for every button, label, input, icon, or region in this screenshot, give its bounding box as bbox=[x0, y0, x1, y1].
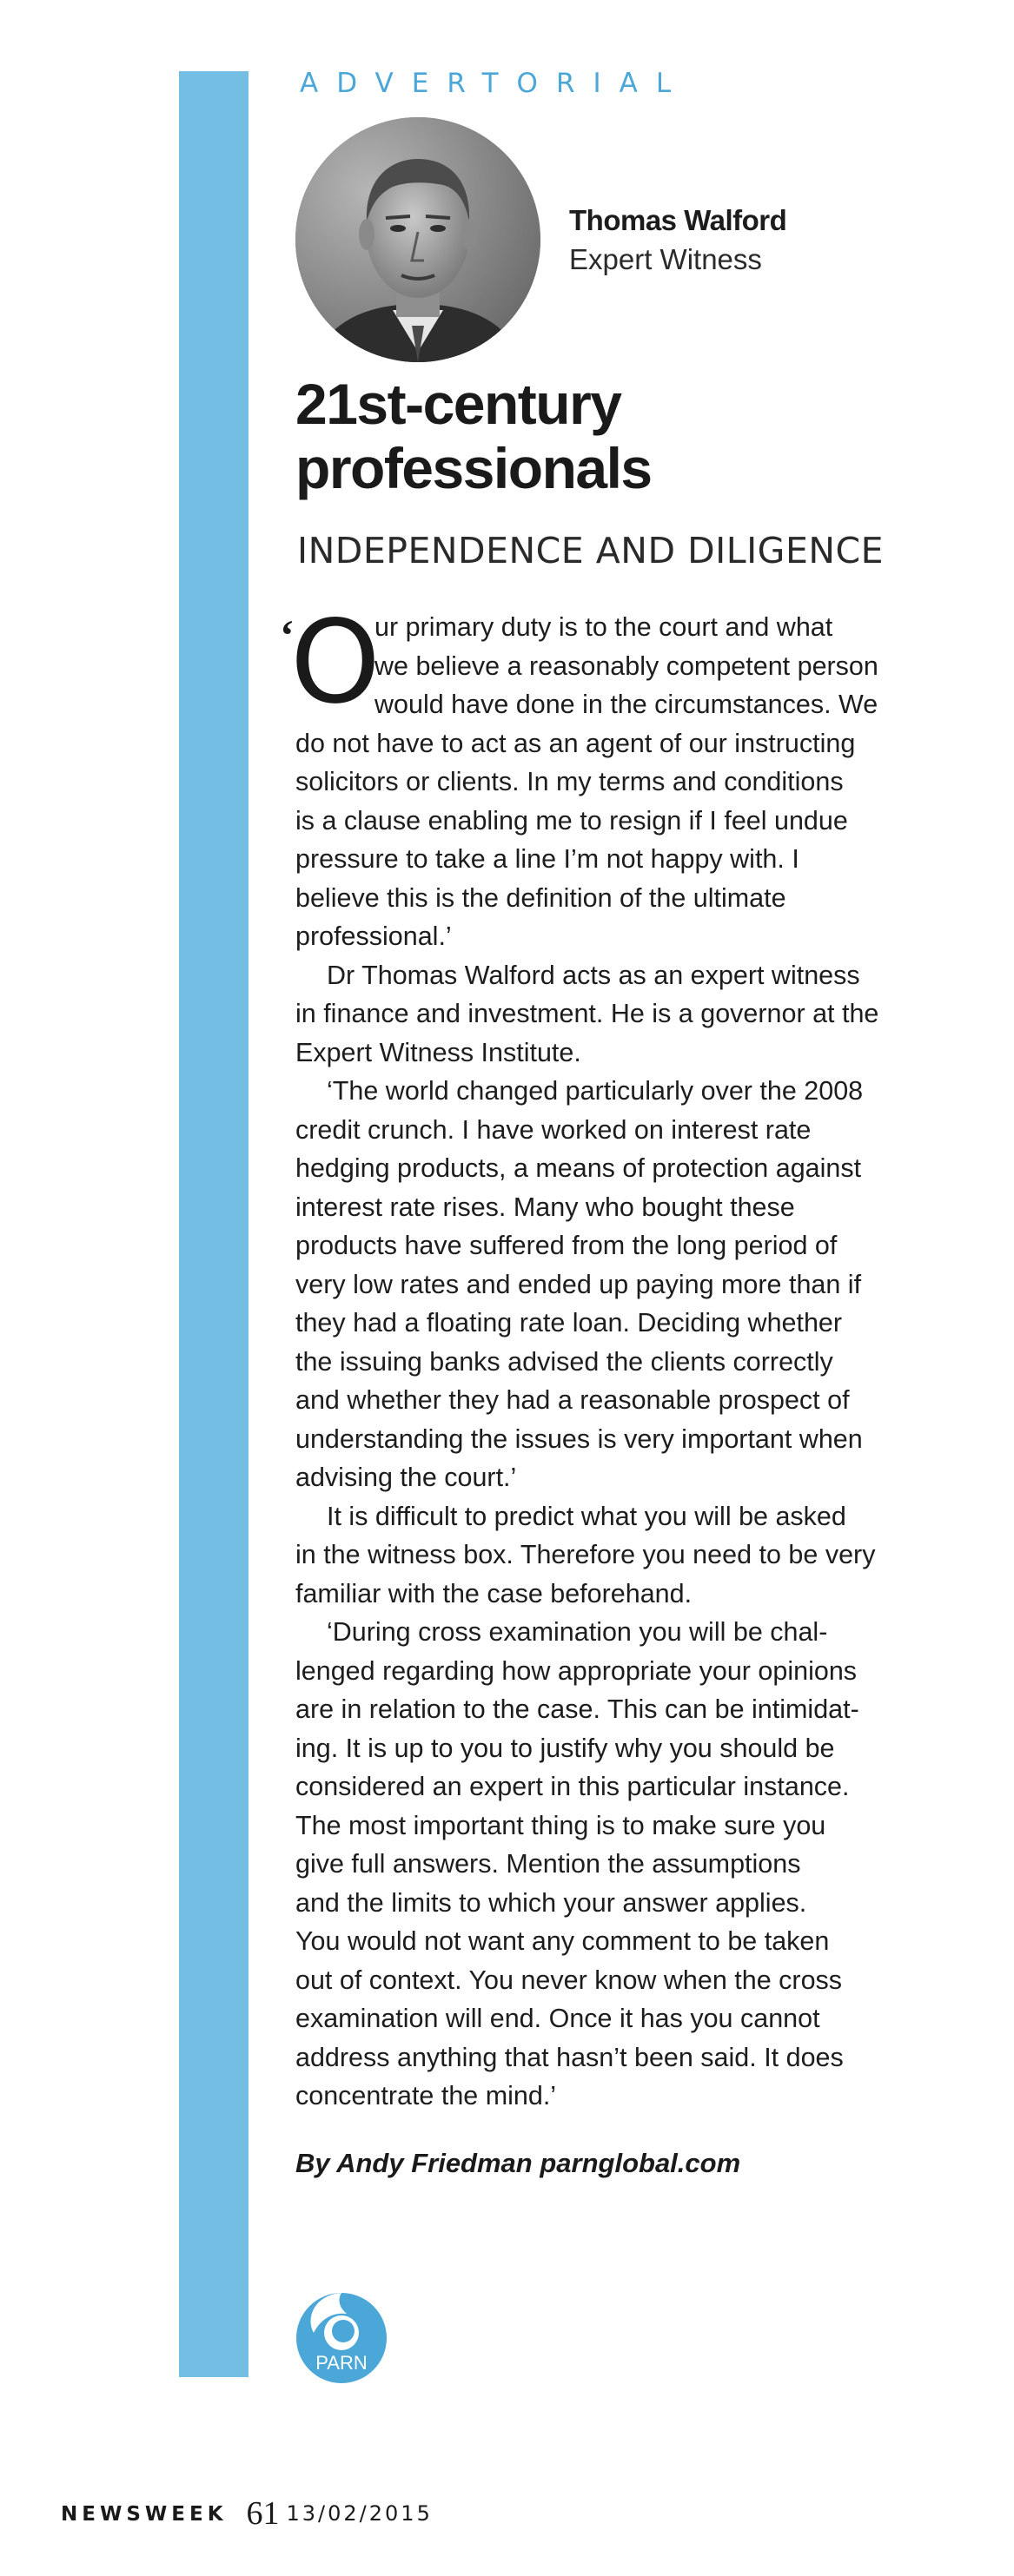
author-portrait-photo bbox=[295, 117, 540, 362]
body-line: You would not want any comment to be taken bbox=[295, 1926, 830, 1956]
body-line: address anything that hasn’t been said. It does bbox=[295, 2042, 844, 2072]
parn-logo-text: PARN bbox=[315, 2352, 368, 2374]
body-line: in finance and investment. He is a governor at the bbox=[295, 999, 879, 1028]
article-headline bbox=[295, 372, 956, 500]
body-line: the issuing banks advised the clients correctly bbox=[295, 1346, 833, 1377]
advertorial-kicker: ADVERTORIAL bbox=[300, 68, 690, 99]
magazine-name: NEWSWEEK bbox=[61, 2503, 228, 2526]
body-line: lenged regarding how appropriate your opinions bbox=[295, 1655, 858, 1686]
body-line: they had a floating rate loan. Deciding whether bbox=[295, 1308, 843, 1338]
body-line: and whether they had a reasonable prospect of bbox=[295, 1385, 850, 1415]
body-line: in the witness box. Therefore you need to be very bbox=[295, 1540, 876, 1569]
issue-date: 13/02/2015 bbox=[286, 2501, 433, 2526]
accent-side-bar bbox=[179, 71, 249, 2377]
body-line: is a clause enabling me to resign if I feel undue bbox=[295, 805, 848, 836]
body-line: very low rates and ended up paying more than if bbox=[295, 1269, 862, 1299]
body-line: give full answers. Mention the assumptions bbox=[295, 1849, 801, 1879]
body-line: Expert Witness Institute. bbox=[295, 1037, 581, 1067]
body-line: interest rate rises. Many who bought these bbox=[295, 1192, 795, 1222]
body-line: hedging products, a means of protection against bbox=[295, 1153, 862, 1183]
drop-cap-letter: O bbox=[290, 596, 381, 730]
opening-quote-mark: ‘ bbox=[280, 611, 295, 659]
parn-logo bbox=[289, 2282, 394, 2387]
body-line: ‘The world changed particularly over the 2008 bbox=[327, 1076, 864, 1106]
body-line: believe this is the definition of the ultimate bbox=[295, 882, 786, 913]
body-line: out of context. You never know when the cross bbox=[295, 1965, 843, 1995]
body-line: pressure to take a line I’m not happy with. I bbox=[295, 844, 799, 874]
body-line: understanding the issues is very important when bbox=[295, 1423, 863, 1454]
article-subhead: INDEPENDENCE AND DILIGENCE bbox=[297, 530, 885, 571]
body-line: professional.’ bbox=[295, 921, 452, 951]
body-line: examination will end. Once it has you cannot bbox=[295, 2004, 820, 2033]
page-number: 61 bbox=[246, 2495, 280, 2532]
body-line: ing. It is up to you to justify why you should be bbox=[295, 1733, 835, 1763]
headline-line-1: 21st-century bbox=[295, 372, 621, 436]
article-body bbox=[295, 608, 921, 2116]
body-line: solicitors or clients. In my terms and conditions bbox=[295, 767, 844, 796]
body-line: considered an expert in this particular instance. bbox=[295, 1772, 850, 1801]
body-line: products have suffered from the long period of bbox=[295, 1231, 838, 1260]
body-line: It is difficult to predict what you will be asked bbox=[327, 1501, 846, 1531]
body-line: would have done in the circumstances. We bbox=[374, 690, 878, 719]
body-line: are in relation to the case. This can be intimidat- bbox=[295, 1694, 859, 1724]
author-role: Expert Witness bbox=[569, 243, 762, 275]
body-line: familiar with the case beforehand. bbox=[295, 1578, 693, 1608]
body-line: ur primary duty is to the court and what bbox=[374, 612, 833, 642]
body-line: The most important thing is to make sure you bbox=[295, 1810, 826, 1840]
body-line: concentrate the mind.’ bbox=[295, 2081, 557, 2110]
author-name: Thomas Walford bbox=[569, 204, 787, 236]
body-line: and the limits to which your answer applies. bbox=[295, 1887, 807, 1918]
body-line: do not have to act as an agent of our instructing bbox=[295, 728, 856, 758]
body-line: ‘During cross examination you will be chal- bbox=[327, 1617, 828, 1647]
body-line: Dr Thomas Walford acts as an expert witness bbox=[327, 960, 860, 990]
headline-line-2: professionals bbox=[295, 436, 652, 500]
body-line: credit crunch. I have worked on interest rate bbox=[295, 1114, 812, 1145]
article-byline: By Andy Friedman parnglobal.com bbox=[295, 2148, 741, 2178]
body-line: advising the court.’ bbox=[295, 1463, 517, 1492]
body-line: we believe a reasonably competent person bbox=[374, 651, 878, 681]
page-footer bbox=[61, 2494, 433, 2533]
